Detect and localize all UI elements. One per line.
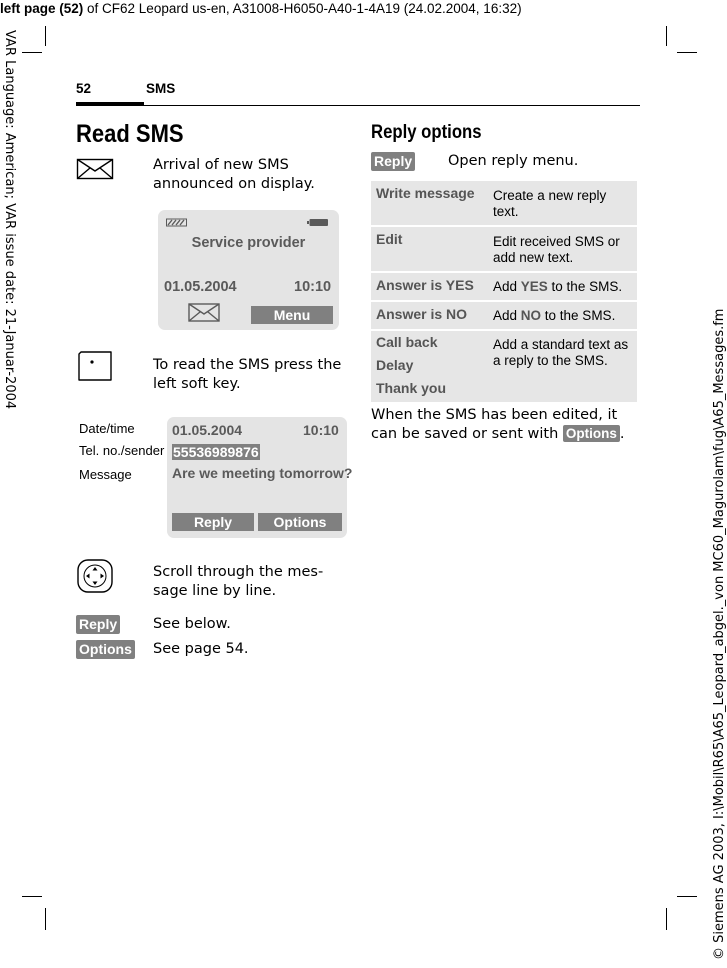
reply-option-row: [371, 181, 637, 225]
reply-option-row: [371, 302, 637, 329]
left-softkey-icon: [76, 350, 114, 382]
reply-softkey[interactable]: Reply: [172, 513, 254, 531]
phone-display-standby: [158, 210, 339, 330]
crop-mark: [677, 52, 697, 53]
footer-note-end: .: [619, 426, 625, 442]
option-keyword-yes: YES: [520, 279, 548, 294]
margin-copyright-note: © Siemens AG 2003, I:\Mobil\R65\A65_Leopard_abgel._von MC60_Magurolam\fug\A65_Messages.fm: [712, 308, 727, 960]
chapter-title: SMS: [146, 81, 176, 96]
open-reply-menu-text: Open reply menu.: [448, 153, 579, 169]
reply-softkey-label-right: Reply: [371, 152, 415, 171]
option-description: Add a standard text as a reply to the SMS.: [493, 337, 629, 368]
options-softkey-inline: Options: [563, 425, 620, 442]
phone-display-message: [167, 417, 353, 538]
scroll-text: Scroll through the mes-sage line by line.: [153, 564, 324, 599]
option-description-post: to the SMS.: [547, 279, 623, 294]
option-label-thank-you: Thank you: [376, 380, 447, 396]
label-tel-sender: Tel. no./sender: [79, 443, 165, 458]
message-text: Are we meeting tomorrow?: [172, 465, 353, 481]
read-instruction-text: To read the SMS press the left soft key.: [153, 357, 342, 392]
crop-mark: [666, 908, 667, 930]
reply-option-row: [371, 331, 637, 402]
margin-language-note: VAR Language: American; VAR issue date: 21-Januar-2004: [2, 30, 17, 410]
footer-note-text: When the SMS has been edited, it can be saved or sent with: [371, 407, 618, 442]
arrival-text: Arrival of new SMS announced on display.: [153, 157, 315, 192]
option-description-pre: Add: [493, 308, 521, 323]
option-description-post: to the SMS.: [541, 308, 616, 323]
message-time: 10:10: [303, 422, 339, 438]
crop-mark: [677, 896, 697, 897]
crop-mark: [666, 26, 667, 46]
label-date-time: Date/time: [79, 421, 135, 436]
navigation-key-icon: [76, 558, 114, 594]
option-description: [493, 279, 633, 295]
crop-mark: [22, 52, 42, 53]
option-label-delay: Delay: [376, 357, 414, 373]
header-rule: [76, 105, 640, 106]
sender-number-highlight: 55536989876: [173, 444, 259, 460]
options-softkey-label: Options: [76, 640, 135, 659]
option-description: Edit received SMS or add new text.: [493, 234, 620, 265]
document-header: [0, 1, 715, 16]
option-description: Create a new reply text.: [493, 188, 607, 219]
sender-number: [172, 444, 260, 460]
options-softkey[interactable]: Options: [258, 513, 342, 531]
document-header-page: left page (52): [0, 1, 84, 16]
menu-softkey[interactable]: Menu: [251, 306, 333, 324]
crop-mark: [45, 26, 46, 46]
display-time: 10:10: [294, 279, 332, 295]
reply-softkey-label: Reply: [76, 615, 120, 634]
label-message: Message: [79, 467, 132, 482]
battery-icon: [307, 218, 329, 227]
option-label: Write message: [376, 185, 475, 201]
options-see-page: See page 54.: [153, 641, 249, 657]
option-label: Edit: [376, 231, 403, 247]
signal-strength-icon: [166, 218, 188, 227]
crop-mark: [22, 896, 42, 897]
message-date: 01.05.2004: [172, 422, 243, 438]
envelope-icon: [76, 158, 114, 180]
new-message-icon: [188, 303, 220, 322]
option-keyword-no: NO: [520, 308, 542, 323]
reply-option-row: [371, 273, 637, 300]
document-header-info: of CF62 Leopard us-en, A31008-H6050-A40-1-4A19 (24.02.2004, 16:32): [83, 1, 522, 16]
reply-key-label: [76, 614, 120, 634]
service-provider: Service provider: [191, 235, 306, 251]
option-description: [493, 308, 633, 324]
crop-mark: [45, 908, 46, 930]
reply-key-label-right: [371, 151, 415, 171]
option-label: Answer is YES: [376, 277, 474, 293]
option-label: Answer is NO: [376, 306, 468, 322]
reply-option-row: [371, 227, 637, 271]
page-number: 52: [76, 81, 92, 96]
display-date: 01.05.2004: [164, 279, 237, 295]
reply-see-below: See below.: [153, 616, 231, 632]
section-title-read-sms: Read SMS: [76, 120, 184, 148]
footer-note: [371, 406, 641, 444]
section-title-reply-options: Reply options: [371, 122, 482, 143]
option-description-pre: Add: [493, 279, 521, 294]
option-label-call-back: Call back: [376, 334, 438, 350]
options-key-label: [76, 639, 135, 659]
